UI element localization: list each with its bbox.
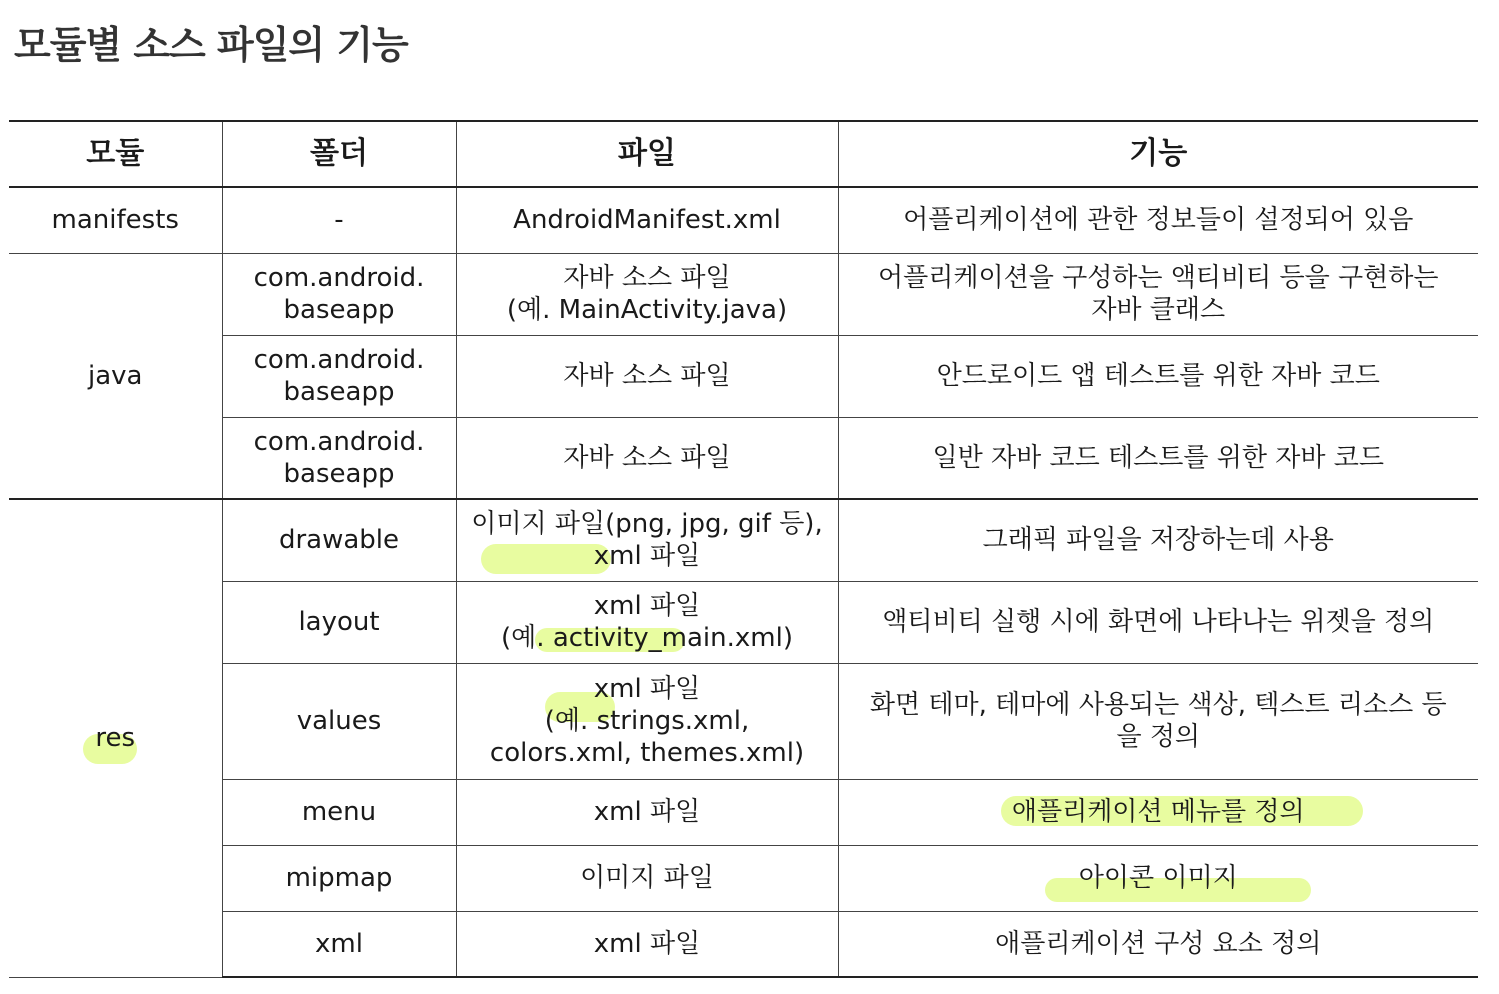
file-line: 이미지 파일 xyxy=(580,863,714,893)
folder-line: - xyxy=(334,205,344,236)
file-cell xyxy=(456,417,838,499)
folder-line: xml xyxy=(315,928,363,959)
table-row xyxy=(9,253,1478,335)
file-cell xyxy=(456,253,838,335)
folder-cell xyxy=(222,663,456,779)
function-line: 자바 클래스 xyxy=(1091,295,1226,325)
table-row xyxy=(9,663,1478,779)
header-folder: 폴더 xyxy=(222,121,456,187)
function-cell xyxy=(838,417,1478,499)
header-function: 기능 xyxy=(838,121,1478,187)
function-cell xyxy=(838,779,1478,845)
folder-cell xyxy=(222,417,456,499)
header-row xyxy=(9,121,1478,187)
module-cell xyxy=(9,499,222,977)
function-cell xyxy=(838,663,1478,779)
function-cell xyxy=(838,335,1478,417)
folder-line: com.android. xyxy=(253,263,425,293)
folder-line: com.android. xyxy=(253,345,425,375)
table-row xyxy=(9,417,1478,499)
function-line: 그래픽 파일을 저장하는데 사용 xyxy=(982,525,1334,556)
folder-line: menu xyxy=(301,797,377,827)
folder-cell xyxy=(222,253,456,335)
file-cell xyxy=(456,845,838,911)
file-cell xyxy=(456,335,838,417)
table-row xyxy=(9,187,1478,253)
page-title: 모듈별 소스 파일의 기능 xyxy=(14,23,408,67)
function-line: 을 정의 xyxy=(1116,722,1201,752)
header-file: 파일 xyxy=(456,121,838,187)
function-line: 어플리케이션에 관한 정보들이 설정되어 있음 xyxy=(903,205,1414,236)
function-cell xyxy=(838,845,1478,911)
file-cell xyxy=(456,187,838,253)
file-cell xyxy=(456,581,838,663)
function-line: 안드로이드 앱 테스트를 위한 자바 코드 xyxy=(936,361,1380,391)
file-cell xyxy=(456,911,838,977)
folder-cell xyxy=(222,779,456,845)
header-module: 모듈 xyxy=(9,121,222,187)
table-row xyxy=(9,335,1478,417)
function-line: 어플리케이션을 구성하는 액티비티 등을 구현하는 xyxy=(878,263,1439,293)
file-line: (예. activity_main.xml) xyxy=(501,623,793,653)
function-line: 일반 자바 코드 테스트를 위한 자바 코드 xyxy=(932,442,1384,473)
file-line: xml 파일 xyxy=(593,541,701,572)
table-row xyxy=(9,581,1478,663)
function-line: 화면 테마, 테마에 사용되는 색상, 텍스트 리소스 등 xyxy=(869,690,1447,720)
folder-line: layout xyxy=(298,607,380,637)
function-cell xyxy=(838,187,1478,253)
folder-line: baseapp xyxy=(283,295,395,325)
file-line: (예. strings.xml, xyxy=(544,706,750,736)
function-line: 아이콘 이미지 xyxy=(1078,863,1238,893)
folder-cell xyxy=(222,845,456,911)
file-line: 자바 소스 파일 xyxy=(563,361,731,391)
table-row xyxy=(9,845,1478,911)
function-cell xyxy=(838,911,1478,977)
function-line: 액티비티 실행 시에 화면에 나타나는 위젯을 정의 xyxy=(882,607,1435,637)
function-line: 애플리케이션 구성 요소 정의 xyxy=(995,928,1322,959)
folder-cell xyxy=(222,335,456,417)
folder-line: values xyxy=(296,706,382,736)
table-row xyxy=(9,911,1478,977)
file-line: 자바 소스 파일 xyxy=(563,263,731,293)
file-line: 이미지 파일(png, jpg, gif 등), xyxy=(471,509,823,540)
file-line: xml 파일 xyxy=(593,674,701,704)
function-cell xyxy=(838,581,1478,663)
folder-line: baseapp xyxy=(283,458,395,489)
file-cell xyxy=(456,663,838,779)
table-row xyxy=(9,779,1478,845)
file-line: xml 파일 xyxy=(593,591,701,621)
function-line: 애플리케이션 메뉴를 정의 xyxy=(1011,797,1305,827)
module-text: res xyxy=(95,723,136,754)
file-line: colors.xml, themes.xml) xyxy=(489,738,805,768)
folder-cell xyxy=(222,911,456,977)
module-cell: manifests xyxy=(9,187,222,253)
table-row xyxy=(9,499,1478,581)
module-cell: java xyxy=(9,253,222,499)
file-cell xyxy=(456,779,838,845)
function-cell xyxy=(838,253,1478,335)
file-cell xyxy=(456,499,838,581)
folder-line: com.android. xyxy=(253,426,425,457)
folder-cell xyxy=(222,581,456,663)
folder-cell xyxy=(222,499,456,581)
folder-cell xyxy=(222,187,456,253)
module-table xyxy=(9,120,1478,978)
folder-line: drawable xyxy=(278,525,400,556)
folder-line: baseapp xyxy=(283,377,395,407)
file-line: AndroidManifest.xml xyxy=(513,205,781,236)
file-line: (예. MainActivity.java) xyxy=(506,295,788,325)
folder-line: mipmap xyxy=(285,863,393,893)
file-line: 자바 소스 파일 xyxy=(563,442,731,473)
file-line: xml 파일 xyxy=(593,797,701,827)
function-cell xyxy=(838,499,1478,581)
file-line: xml 파일 xyxy=(593,928,701,959)
